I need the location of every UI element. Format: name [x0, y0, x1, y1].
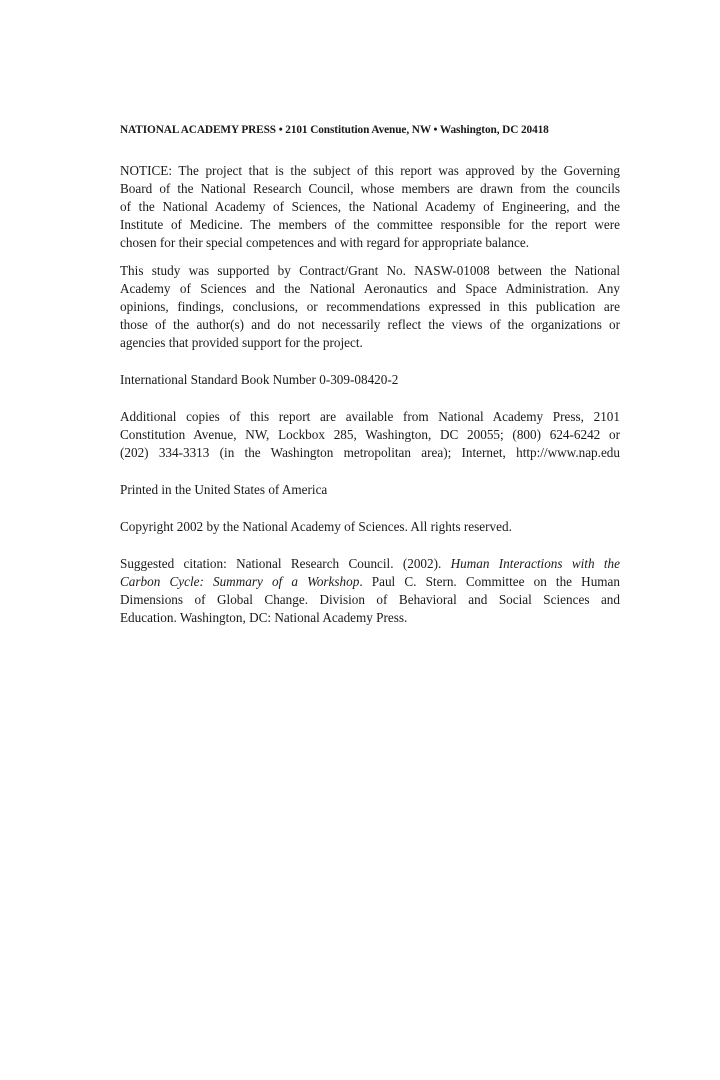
citation-text: . Paul C. Stern. Committee on the Human	[359, 574, 620, 589]
text-line: This study was supported by Contract/Grant No. NASW-01008 between the National	[120, 263, 620, 278]
text-line: chosen for their special competences and with regard for appropriate balance.	[120, 235, 529, 250]
support-paragraph	[120, 262, 620, 352]
isbn-text: International Standard Book Number 0-309-08420-2	[120, 372, 399, 387]
isbn-paragraph	[120, 371, 620, 389]
text-line: those of the author(s) and do not necessarily reflect the views of the organizations or	[120, 317, 620, 332]
text-line: of the National Academy of Sciences, the National Academy of Engineering, and the	[120, 199, 620, 214]
citation-paragraph	[120, 555, 620, 627]
copyright-text: Copyright 2002 by the National Academy of Sciences. All rights reserved.	[120, 519, 512, 534]
printed-paragraph	[120, 481, 620, 499]
citation-title: Carbon Cycle: Summary of a Workshop	[120, 574, 360, 589]
text-line: opinions, findings, conclusions, or recommendations expressed in this publication are	[120, 299, 620, 314]
publisher-header: NATIONAL ACADEMY PRESS • 2101 Constitution Avenue, NW • Washington, DC 20418	[120, 124, 549, 136]
text-line	[120, 573, 620, 591]
text-line: Dimensions of Global Change. Division of Behavioral and Social Sciences and	[120, 592, 620, 607]
citation-prefix: Suggested citation: National Research Council. (2002).	[120, 556, 451, 571]
citation-title: Human Interactions with the	[450, 556, 621, 571]
text-line: Constitution Avenue, NW, Lockbox 285, Washington, DC 20055; (800) 624-6242 or	[120, 427, 620, 442]
printed-text: Printed in the United States of America	[120, 482, 328, 497]
text-line: Education. Washington, DC: National Academy Press.	[120, 610, 408, 625]
text-line: NOTICE: The project that is the subject of this report was approved by the Governing	[120, 163, 620, 178]
text-line: (202) 334-3313 (in the Washington metropolitan area); Internet, http://www.nap.edu	[120, 445, 620, 460]
text-line: Additional copies of this report are available from National Academy Press, 2101	[120, 409, 620, 424]
text-line: Board of the National Research Council, whose members are drawn from the councils	[120, 181, 620, 196]
copyright-paragraph	[120, 518, 620, 536]
text-line: Academy of Sciences and the National Aeronautics and Space Administration. Any	[120, 281, 620, 296]
text-line	[120, 555, 620, 573]
text-line: Institute of Medicine. The members of the committee responsible for the report were	[120, 217, 620, 232]
copies-paragraph	[120, 408, 620, 462]
text-line: agencies that provided support for the project.	[120, 335, 363, 350]
notice-paragraph	[120, 162, 620, 252]
